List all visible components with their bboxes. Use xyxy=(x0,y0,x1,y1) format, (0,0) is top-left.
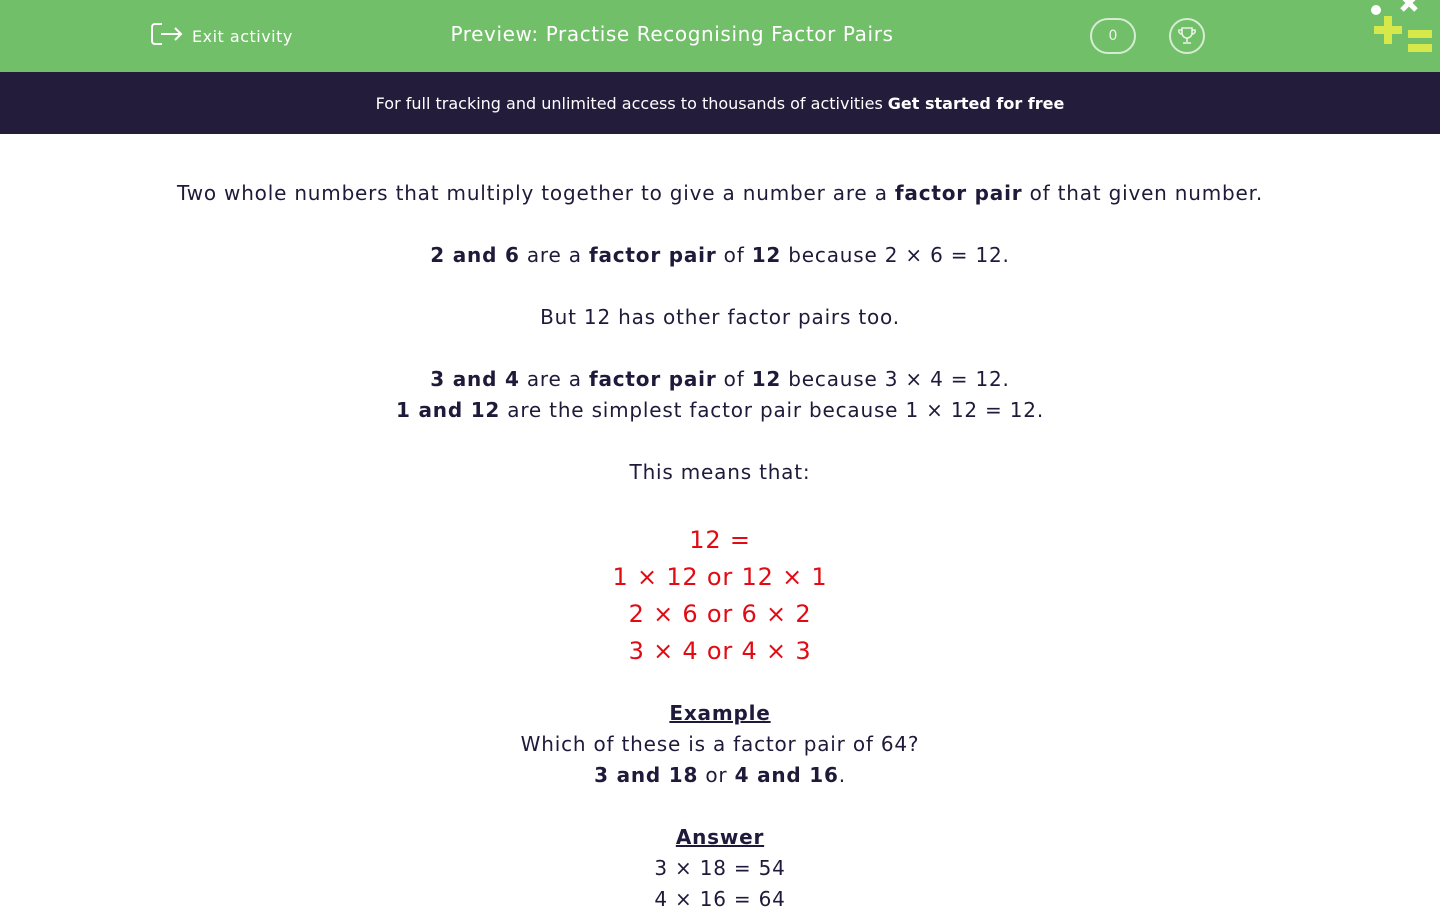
lesson-content xyxy=(0,134,1440,915)
page-title: Preview: Practise Recognising Factor Pairs xyxy=(450,22,894,46)
answer-heading xyxy=(0,822,1440,853)
trophy-button[interactable] xyxy=(1169,18,1205,54)
exit-activity-label: Exit activity xyxy=(192,26,293,46)
get-started-link[interactable]: Get started for free xyxy=(887,93,1065,113)
bold-text: 3 and 4 xyxy=(430,367,520,391)
factor-pair-2-6 xyxy=(0,240,1440,271)
banner-text: For full tracking and unlimited access to thousands of activities xyxy=(375,93,883,113)
bold-text: 12 xyxy=(751,367,782,391)
text: are a xyxy=(519,367,589,391)
bold-text: 1 and 12 xyxy=(396,398,501,422)
text: or xyxy=(698,763,735,787)
example-options xyxy=(0,760,1440,791)
example-question: Which of these is a factor pair of 64? xyxy=(520,732,920,756)
answer-heading-text: Answer xyxy=(675,825,765,849)
text: . xyxy=(838,763,846,787)
bold-text: factor pair xyxy=(588,243,717,267)
intro-bold: factor pair xyxy=(894,181,1023,205)
text: of xyxy=(716,243,752,267)
factor-line: 1 × 12 or 12 × 1 xyxy=(612,563,828,591)
top-bar xyxy=(0,0,1440,72)
bold-text: 3 and 18 xyxy=(594,763,699,787)
upgrade-banner xyxy=(0,72,1440,134)
intro-paragraph xyxy=(0,178,1440,209)
bold-text: 4 and 16 xyxy=(734,763,839,787)
factor-line: 2 × 6 or 6 × 2 xyxy=(628,600,812,628)
text: of xyxy=(716,367,752,391)
text: are the simplest factor pair because 1 × 12 = 12. xyxy=(500,398,1044,422)
text: because 3 × 4 = 12. xyxy=(781,367,1010,391)
other-pairs-text: But 12 has other factor pairs too. xyxy=(540,305,900,329)
means-text: This means that: xyxy=(629,460,811,484)
bold-text: 12 xyxy=(751,243,782,267)
example-heading-text: Example xyxy=(669,701,771,725)
factor-line: 3 × 4 or 4 × 3 xyxy=(628,637,812,665)
factor-list xyxy=(0,522,1440,670)
intro-text: Two whole numbers that multiply together to give a number are a xyxy=(176,181,895,205)
answer-line: 3 × 18 = 54 xyxy=(654,856,786,880)
example-heading xyxy=(0,698,1440,729)
logo-icon xyxy=(1366,0,1440,60)
intro-text-end: of that given number. xyxy=(1022,181,1263,205)
answer-line: 4 × 16 = 64 xyxy=(654,887,786,911)
text: because 2 × 6 = 12. xyxy=(781,243,1010,267)
bold-text: 2 and 6 xyxy=(430,243,520,267)
factor-line: 12 = xyxy=(689,526,751,554)
bold-text: factor pair xyxy=(588,367,717,391)
score-counter: 0 xyxy=(1090,18,1136,54)
factor-pair-3-4 xyxy=(0,364,1440,395)
trophy-icon xyxy=(1175,24,1199,48)
text: are a xyxy=(519,243,589,267)
factor-pair-1-12 xyxy=(0,395,1440,426)
